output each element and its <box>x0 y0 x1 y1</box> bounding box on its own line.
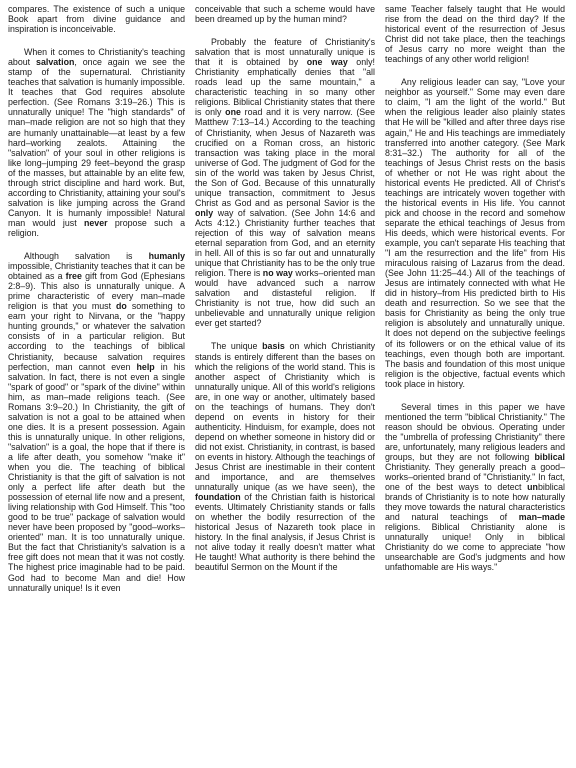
continued-paragraph: conceivable that such a scheme would have been dreamed up by the human mind? <box>195 4 375 25</box>
paragraph: When it comes to Christianity's teaching about salvation, once again we see the stamp of the supernatural. Christianity teaches that salvation is humanly impossible. It teaches that God requires absolute perfection. (See Romans 3:19–26.) This is unnaturally unique! The "high standards" of man–made religion are not so high that they are humanly unattainable—at least by a few hard–working zealots. Attaining the "salvation" of your soul in other religions is like long–jumping 29 feet–beyond the grasp of the masses, but attainable by an elite few, through strict discipline and hard work. But, according to Christianity, attaining your soul's salvation is like jumping across the Grand Canyon. It is humanly impossible! Natural man would just never propose such a religion. <box>8 47 185 238</box>
continued-paragraph: compares. The existence of such a unique Book apart from divine guidance and inspiration is inconceivable. <box>8 4 185 35</box>
paragraph: Although salvation is humanly impossible, Christianity teaches that it can be obtained as a free gift from God (Ephesians 2:8–9). This also is unnaturally unique. A prime characteristic of every man–made religion is that you must do something to earn your right to Nirvana, or the "happy hunting grounds," or whatever the salvation consists of in a particular religion. But according to the teachings of biblical Christianity, because salvation requires perfection, man cannot even help in his salvation. In fact, there is not even a single "spark of good" or "spark of the divine" within him, as man–made religions teach. (See Romans 3:9–20.) In Christianity, the gift of salvation is not a goal to be attained when one dies. It is a present possession. Again this is unnaturally unique. In other religions, "salvation" is a goal, the hope that if there is a life after death, you somehow "make it" when you die. The teaching of biblical Christianity is that the gift of salvation is not only a perfect life after death but the possession of eternal life now and a present, living relationship with God Himself. This "too good to be true" package of salvation would never have been proposed by "good–works–oriented" man. It is too unnaturally unique. But the fact that Christianity's salvation is a free gift does not mean that it was not costly. The highest price imaginable had to be paid. God had to become Man and die! How unnaturally unique! Is it even <box>8 251 185 593</box>
text-column-2 <box>195 4 375 768</box>
text-column-1 <box>8 4 185 768</box>
continued-paragraph: same Teacher falsely taught that He would rise from the dead on the third day? If the historical event of the resurrection of Jesus Christ did not take place, then the teachings of Jesus carry no more weight than the teachings of any other world religion! <box>385 4 565 65</box>
paragraph: Any religious leader can say, "Love your neighbor as yourself." Some may even dare to claim, "I am the light of the world." But when the religious leader also plainly states that He will be "killed and after three days rise again," He and His teachings are immediately transferred into another category. (See Mark 8:31–32.) The authority for all of the teachings of Jesus Christ rests on the basis of whether or not He was right about the historical events He predicted. All of Christ's teachings are intricately woven together with the historical events in His life. You cannot pick and choose in the record and somehow separate the ethical teachings of Jesus from His deeds, which were historical events. For example, you can't separate His teaching that "I am the resurrection and the life" from His miraculous raising of Lazarus from the dead. (See John 11:25–44.) All of the teachings of Jesus are intimately connected with what He did in history–from His predicted birth to His death and resurrection. So we see that the basis for Christianity as being the only true religion is absolutely and unnaturally unique. It does not depend on the subjective feelings of its followers or on the ethical value of its teachings, even though both are important. The basis and foundation of this most unique religion is the objective, factual events which took place in history. <box>385 77 565 389</box>
text-column-3 <box>385 4 565 768</box>
paragraph: Several times in this paper we have mentioned the term "biblical Christianity." The reason should be obvious. Operating under the "umbrella of professing Christianity" there are, unfortunately, many religious leaders and groups, but they are not following biblical Christianity. They generally preach a good–works–oriented brand of "Christianity." In fact, one of the best ways to detect unbiblical brands of Christianity is to note how naturally they move towards the natural characteristics and natural teachings of man–made religions. Biblical Christianity alone is unnaturally unique! Only in biblical Christianity do we come to appreciate "how unsearchable are God's judgments and how unfathomable are His ways." <box>385 401 565 573</box>
paragraph: Probably the feature of Christianity's salvation that is most unnaturally unique is that it is obtained by one way only! Christianity emphatically denies that "all roads lead up the same mountain," a characteristic teaching in so many other religions. Biblical Christianity states that there is only one road and it is very narrow. (See Matthew 7:13–14.) According to the teaching of Christianity, when Jesus of Nazareth was crucified on a Roman cross, an historic transaction was taking place in the moral universe of God. The judgment of God for the sin of the world was taken by Jesus Christ, the Son of God. Because of this unnaturally unique transaction, commitment to Jesus Christ as God and as personal Savior is the only way of salvation. (See John 14:6 and Acts 4:12.) Christianity further teaches that rejection of this way of salvation means eternal separation from God, and an eternity in hell. All of this is so far out and unnaturally unique that Christianity has to be the only true religion. There is no way works–oriented man would have advanced such a narrow salvation and distasteful religion. If Christianity is not true, how did such an unbelievable and unnaturally unique religion ever get started? <box>195 37 375 329</box>
paragraph: The unique basis on which Christianity stands is entirely different than the bases on which the religions of the world stand. This is another aspect of Christianity which is unnaturally unique. All of this world's religions are, in one way or another, ultimately based on the teachings of humans. They don't depend on events in history for their authenticity. Hinduism, for example, does not depend on whether someone in history did or did not exist. Christianity, in contrast, is based on events in history. Although the teachings of Jesus Christ are inestimable in their content and importance, and are themselves unnaturally unique (as we have seen), the foundation of the Christian faith is historical events. Ultimately Christianity stands or falls on whether the bodily resurrection of the historical Jesus of Nazareth took place in history. In the final analysis, if Jesus Christ is not alive today it really doesn't matter what He taught! What authority is there behind the beautiful Sermon on the Mount if the <box>195 341 375 573</box>
